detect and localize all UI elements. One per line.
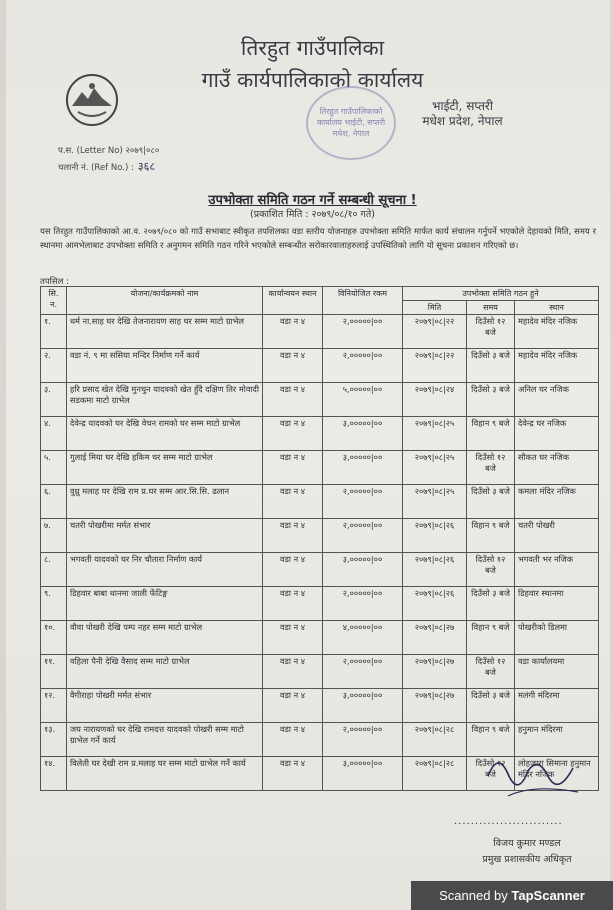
cell-project: डिहवार बाबा थानमा जाली फेंटिङ्ग (67, 587, 263, 621)
cell-place: डिहवार स्थानमा (515, 587, 599, 621)
cell-date: २०७९|०८|२४ (403, 383, 467, 417)
document-page (6, 0, 610, 910)
cell-place: लोहजारा सिमाना हनुमान मंदिर नजिक (515, 757, 599, 791)
cell-date: २०७९|०८|२५ (403, 417, 467, 451)
cell-date: २०७९|०८|२७ (403, 689, 467, 723)
cell-location: वडा न ४ (263, 451, 323, 485)
cell-location: वडा न ४ (263, 553, 323, 587)
table-row (41, 655, 599, 689)
header-place: स्थान (515, 301, 599, 315)
cell-amount: ४,०००००|०० (323, 621, 403, 655)
cell-date: २०७९|०८|२७ (403, 621, 467, 655)
letter-no (58, 144, 159, 159)
cell-date: २०७९|०८|२६ (403, 519, 467, 553)
signer-name: विजय कुमार मण्डल (493, 838, 561, 849)
cell-project: वडा नं. ९ मा ससिया मन्दिर निर्माण गर्ने कार्य (67, 349, 263, 383)
ref-no (58, 159, 159, 176)
cell-time: दिउँसो ३ बजे (467, 349, 515, 383)
cell-place: महादेव मंदिर नजिक (515, 315, 599, 349)
cell-time: विहान ९ बजे (467, 519, 515, 553)
cell-amount: २,०००००|०० (323, 655, 403, 689)
signature-mark (478, 746, 588, 816)
table-row (41, 485, 599, 519)
cell-time: विहान ९ बजे (467, 621, 515, 655)
cell-sn: २. (41, 349, 67, 383)
cell-sn: १३. (41, 723, 67, 757)
stamp-text: तिरहुत गाउँपालिकाको कार्यालय भाईटी, सप्तरी मधेश, नेपाल (316, 107, 386, 138)
cell-time: दिउँसो ३ बजे (467, 383, 515, 417)
cell-amount: २,०००००|०० (323, 723, 403, 757)
table-row (41, 621, 599, 655)
cell-location: वडा न ४ (263, 621, 323, 655)
cell-sn: ७. (41, 519, 67, 553)
cell-location: वडा न ४ (263, 349, 323, 383)
cell-place: वडा कार्यालयमा (515, 655, 599, 689)
cell-amount: ३,०००००|०० (323, 417, 403, 451)
cell-sn: ११. (41, 655, 67, 689)
header-date: मिति (403, 301, 467, 315)
cell-location: वडा न ४ (263, 315, 323, 349)
cell-location: वडा न ४ (263, 587, 323, 621)
cell-sn: ४. (41, 417, 67, 451)
office-stamp (306, 86, 396, 160)
table-row (41, 451, 599, 485)
cell-location: वडा न ४ (263, 417, 323, 451)
cell-location: वडा न ४ (263, 519, 323, 553)
cell-time: दिउँसो १२ बजे (467, 451, 515, 485)
cell-amount: ३,०००००|०० (323, 689, 403, 723)
cell-location: वडा न ४ (263, 689, 323, 723)
letter-no-label: प.स. (Letter No) (58, 146, 123, 156)
cell-project: चतरी पोखरीमा मर्मत संभार (67, 519, 263, 553)
ref-no-value: ३६८ (137, 160, 156, 173)
cell-date: २०७९|०८|२५ (403, 485, 467, 519)
table-row (41, 349, 599, 383)
cell-amount: ३,०००००|०० (323, 757, 403, 791)
cell-time: दिउँसो १२ बजे (467, 315, 515, 349)
header-sn: सि. न. (41, 287, 67, 315)
cell-amount: ५,०००००|०० (323, 383, 403, 417)
cell-place: कमला मंदिर नजिक (515, 485, 599, 519)
cell-sn: १२. (41, 689, 67, 723)
cell-amount: २,०००००|०० (323, 485, 403, 519)
cell-place: भगवती भर नजिक (515, 553, 599, 587)
cell-date: २०७९|०८|२६ (403, 587, 467, 621)
scanner-brand: TapScanner (511, 888, 585, 903)
cell-date: २०७९|०८|२२ (403, 349, 467, 383)
cell-sn: ८. (41, 553, 67, 587)
cell-place: अनिल घर नजिक (515, 383, 599, 417)
cell-project: धर्म ना.साह घर देखि तेजनारायण साह घर सम्म माटो ग्राभेल (67, 315, 263, 349)
table-row (41, 553, 599, 587)
ref-no-label: चलानी नं. (Ref No.) : (58, 163, 134, 173)
cell-date: २०७९|०८|२८ (403, 723, 467, 757)
cell-project: हरि प्रसाद खेत देखि मुनचुन यादवको खेत हुँदै दक्षिण तिर मोवादी सडकमा माटो ग्राभेल (67, 383, 263, 417)
cell-amount: ३,०००००|०० (323, 553, 403, 587)
signature-line: .......................... (454, 816, 563, 827)
table-row (41, 315, 599, 349)
letterhead-province: मधेश प्रदेश, नेपाल (422, 114, 503, 128)
cell-sn: ९. (41, 587, 67, 621)
letterhead-office: गाउँ कार्यपालिकाको कार्यालय (201, 68, 424, 92)
cell-project: विलेती घर देखी राम प्र.मलाह घर सम्म माटो ग्राभेल गर्ने कार्य (67, 757, 263, 791)
cell-location: वडा न ४ (263, 485, 323, 519)
cell-place: मलंगी मंदिरमा (515, 689, 599, 723)
header-location: कार्यान्वयन स्थान (263, 287, 323, 315)
cell-date: २०७९|०८|२२ (403, 315, 467, 349)
cell-project: वैगीराहा पोखरी मर्मत संभार (67, 689, 263, 723)
table-row (41, 689, 599, 723)
cell-time: दिउँसो १२ बजे (467, 655, 515, 689)
letterhead-title: तिरहुत गाउँपालिका (240, 36, 385, 60)
cell-place: हनुमान मंदिरमा (515, 723, 599, 757)
table-row (41, 383, 599, 417)
letter-no-value: २०७९|०८० (125, 146, 160, 156)
reference-block (58, 144, 159, 176)
cell-time: दिउँसो ३ बजे (467, 587, 515, 621)
cell-place: सौकत घर नजिक (515, 451, 599, 485)
cell-amount: २,०००००|०० (323, 315, 403, 349)
header-time: समय (467, 301, 515, 315)
scanner-prefix: Scanned by (439, 888, 512, 903)
cell-time: दिउँसो ३ बजे (467, 689, 515, 723)
cell-sn: ६. (41, 485, 67, 519)
cell-project: भगवती यादवको घर निर चौतारा निर्माण कार्य (67, 553, 263, 587)
cell-time: दिउँसो १२ बजे (467, 757, 515, 791)
cell-amount: २,०००००|०० (323, 587, 403, 621)
cell-place: चतरी पोखरी (515, 519, 599, 553)
cell-project: वहिला पैनी देखि वैसाद सम्म माटो ग्राभेल (67, 655, 263, 689)
cell-amount: ३,०००००|०० (323, 451, 403, 485)
cell-project: गुलाई मिया घर देखि हकिम घर सम्म माटो ग्राभेल (67, 451, 263, 485)
cell-location: वडा न ४ (263, 723, 323, 757)
cell-location: वडा न ४ (263, 383, 323, 417)
cell-sn: १. (41, 315, 67, 349)
publish-date: (प्रकाशित मिति : २०७९/०८/१० गते) (250, 209, 375, 220)
detail-label: तपसिल : (40, 277, 69, 287)
cell-location: वडा न ४ (263, 757, 323, 791)
table-row (41, 587, 599, 621)
cell-sn: ५. (41, 451, 67, 485)
cell-sn: ३. (41, 383, 67, 417)
cell-date: २०७९|०८|२७ (403, 655, 467, 689)
table-row (41, 519, 599, 553)
cell-place: पोखरीको डिलमा (515, 621, 599, 655)
projects-table (40, 286, 599, 791)
notice-subject: उपभोक्ता समिति गठन गर्ने सम्बन्धी सूचना ! (208, 193, 417, 208)
cell-sn: १४. (41, 757, 67, 791)
cell-date: २०७९|०८|२६ (403, 553, 467, 587)
cell-project: देवेन्द्र यादवको घर देखि वेचन रामको घर सम्म माटो ग्राभेल (67, 417, 263, 451)
cell-location: वडा न ४ (263, 655, 323, 689)
table-row (41, 417, 599, 451)
header-project: योजना/कार्यक्रमको नाम (67, 287, 263, 315)
cell-place: महादेव मंदिर नजिक (515, 349, 599, 383)
header-formation: उपभोक्ता समिति गठन हुने (403, 287, 599, 301)
cell-sn: १०. (41, 621, 67, 655)
cell-project: जय नारायणको घर देखि रामदत्त यादवको पोखरी सम्म माटो ग्राभेल गर्ने कार्य (67, 723, 263, 757)
cell-date: २०७९|०८|२५ (403, 451, 467, 485)
cell-date: २०७९|०८|२८ (403, 757, 467, 791)
notice-body: यस तिरहुत गाउँपालिकाको आ.व. २०७९/०८० को गाउँ सभाबाट स्वीकृत तपशिलका वडा स्तरीय योजनाहरु उपभोक्ता समिति मार्फत कार्य संचालन गर्नुपर्ने भएकोले देहायको मिति, समय र स्थानमा आमभेलाबाट उपभोक्ता समिति र अनुगमन समिति गठन गरिने भएकोले सम्बन्धीत सरोकारवालाहरुलाई उपस्थितिको लागि यो सूचना प्रकाशन गरिएको छ। (40, 226, 596, 250)
cell-time: विहान ९ बजे (467, 417, 515, 451)
scanner-badge (411, 881, 613, 910)
cell-project: वुध्रु मलाह घर देखि राम प्र.घर सम्म आर.सि.सि. ढलान (67, 485, 263, 519)
signer-block (452, 836, 602, 868)
letterhead-address: भाईटी, सप्तरी (432, 99, 493, 113)
cell-place: देवेन्द्र घर नजिक (515, 417, 599, 451)
cell-time: दिउँसो १२ बजे (467, 553, 515, 587)
signer-title: प्रमुख प्रशासकीय अधिकृत (482, 854, 572, 865)
cell-time: विहान ९ बजे (467, 723, 515, 757)
cell-amount: २,०००००|०० (323, 519, 403, 553)
cell-time: दिउँसो ३ बजे (467, 485, 515, 519)
cell-project: वौवा पोखरी देखि पम्प नहर सम्म माटो ग्राभेल (67, 621, 263, 655)
header-amount: विनियोजित रकम (323, 287, 403, 315)
cell-amount: २,०००००|०० (323, 349, 403, 383)
